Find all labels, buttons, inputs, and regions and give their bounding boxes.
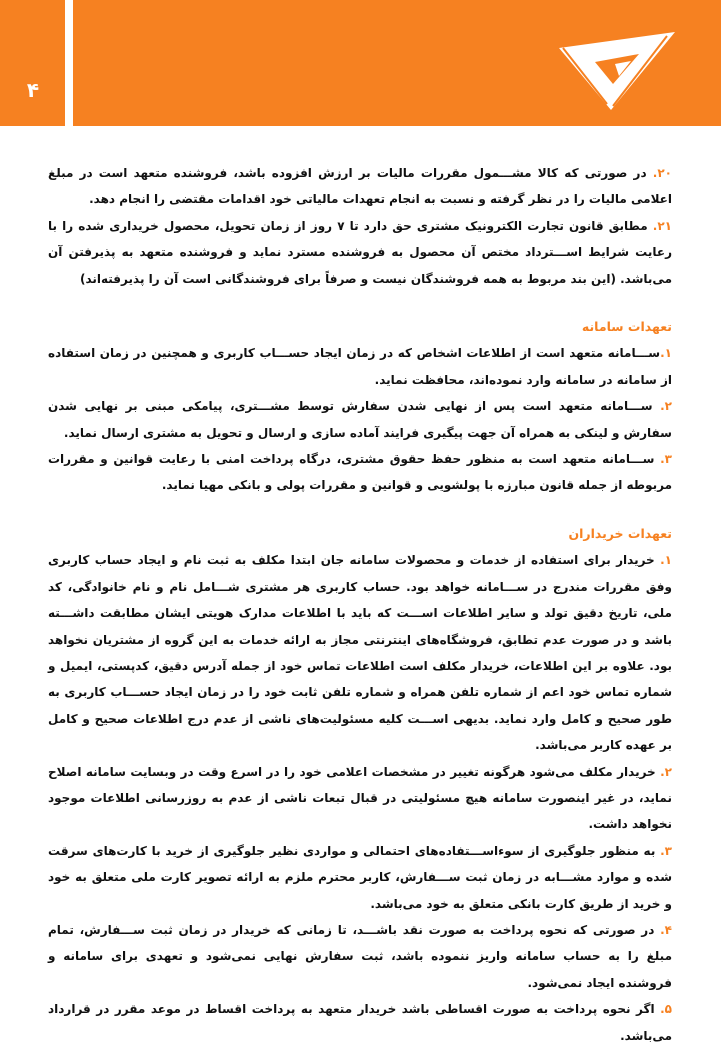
item-number: ۵. <box>660 1002 672 1017</box>
buyer-item <box>48 996 672 1049</box>
clause-20 <box>48 160 672 213</box>
item-number: ۱. <box>660 346 672 361</box>
buyer-item <box>48 759 672 838</box>
system-item <box>48 393 672 446</box>
clause-number: ۲۰. <box>652 166 672 180</box>
section-title-buyers: تعهدات خریداران <box>568 525 672 541</box>
item-number: ۳. <box>660 452 672 467</box>
item-text: خریدار برای استفاده از خدمات و محصولات سامانه جان ابتدا مکلف به ثبت نام و ایجاد حساب کاربری وفق مقررات مندرج در ســـامانه خواهد بود. حساب کاربری هر مشتری شـــامل نام و نام خانوادگی، کد ملی، تاریخ دقیق تولد و سایر اطلاعات اســـت که باید با اطلاعات مدارک هویتی ایشان مطابقت داشـــته باشد و در صورت عدم تطابق، فروشگاه‌های اینترنتی مجاز به ارائه خدمات به این گروه از مشتریان نخواهد بود. علاوه بر این اطلاعات، خریدار مکلف است اطلاعات تماس خود از جمله آدرس دقیق، کدپستی، ایمیل و شماره تماس خود اعم از شماره تلفن همراه و شماره تلفن ثابت خود را در زمان ایجاد حســـاب کاربری به طور صحیح و کامل وارد نماید. بدیهی اســـت کلیه مسئولیت‌های ناشی از عدم درج اطلاعات صحیح و کامل بر عهده کاربر می‌باشد. <box>48 553 672 753</box>
item-text: خریدار مکلف می‌شود هرگونه تغییر در مشخصات اعلامی خود را در اسرع وقت در وبسایت سامانه اصلاح نماید، در غیر اینصورت سامانه هیچ مسئولیتی در قبال تبعات ناشی از عدم به روزرسانی اطلاعات موجود نخواهد داشت. <box>48 764 672 832</box>
item-number: ۱. <box>660 553 672 568</box>
item-number: ۲. <box>660 399 672 414</box>
system-item <box>48 340 672 393</box>
buyer-item <box>48 547 672 758</box>
header-divider <box>65 0 73 126</box>
clause-text: مطابق قانون تجارت الکترونیک مشتری حق دارد تا ۷ روز از زمان تحویل، محصول خریداری شده را با رعایت شرایط اســـترداد مختص آن محصول به فروشنده مسترد نماید و فروشنده متعهد به پذیرفتن آن می‌باشد. (این بند مربوط به همه فروشندگان نیست و صرفاً برای فروشندگانی است آن را پذیرفته‌اند) <box>48 218 672 286</box>
item-text: ســـامانه متعهد است از اطلاعات اشخاص که در زمان ایجاد حســـاب کاربری و همچنین در زمان استفاده از سامانه در سامانه وارد نموده‌اند، محافظت نماید. <box>48 346 672 387</box>
clause-21 <box>48 213 672 292</box>
item-number: ۳. <box>660 843 672 858</box>
section-title-system: تعهدات سامانه <box>581 319 672 335</box>
item-text: به منظور جلوگیری از سوءاســـتفاده‌های احتمالی و مواردی نظیر جلوگیری از خرید با کارت‌های سرقت شده و موارد مشـــابه در زمان ثبت ســـفارش، کاربر محترم ملزم به ارائه تصویر کارت ملی متعلق به خود و خرید از طریق کارت بانکی متعلق به خود می‌باشد. <box>48 843 672 911</box>
clause-number: ۲۱. <box>652 218 672 233</box>
item-text: ســـامانه متعهد است به منظور حفظ حقوق مشتری، درگاه پرداخت امنی با رعایت قوانین و مقررات مربوطه از جمله قانون مبارزه با پولشویی و قوانین و مقررات پولی و بانکی مهیا نماید. <box>48 452 672 493</box>
item-text: در صورتی که نحوه پرداخت به صورت نقد باشـــد، تا زمانی که خریدار در زمان ثبت ســـفارش، تمام مبلغ را به حساب سامانه واریز ننموده باشد، ثبت سفارش نهایی نمی‌شود و تعهدی برای سامانه و فروشنده ایجاد نمی‌شود. <box>48 922 672 990</box>
logo-icon <box>557 14 685 114</box>
item-number: ۴. <box>660 922 672 937</box>
clause-text: در صورتی که کالا مشـــمول مقررات مالیات بر ارزش افزوده باشد، فروشنده متعهد است در مبلغ اعلامی مالیات را در نظر گرفته و نسبت به انجام تعهدات مالیاتی خود اقدامات مقتضی را انجام دهد. <box>48 166 672 207</box>
item-text: ســـامانه متعهد است پس از نهایی شدن سفارش توسط مشـــتری، پیامکی مبنی بر نهایی شدن سفارش و لینکی به همراه آن جهت پیگیری فرایند آماده سازی و ارسال و تحویل به مشتری ارسال نماید. <box>48 399 672 440</box>
page-number: ۴ <box>26 78 40 102</box>
buyer-item <box>48 917 672 996</box>
item-text: اگر نحوه پرداخت به صورت اقساطی باشد خریدار متعهد به پرداخت اقساط در موعد مقرر در قرارداد می‌باشد. <box>48 1002 672 1043</box>
page-header <box>0 0 721 126</box>
buyer-item <box>48 838 672 917</box>
page-content <box>48 160 672 1049</box>
system-item <box>48 446 672 499</box>
item-number: ۲. <box>660 764 672 779</box>
